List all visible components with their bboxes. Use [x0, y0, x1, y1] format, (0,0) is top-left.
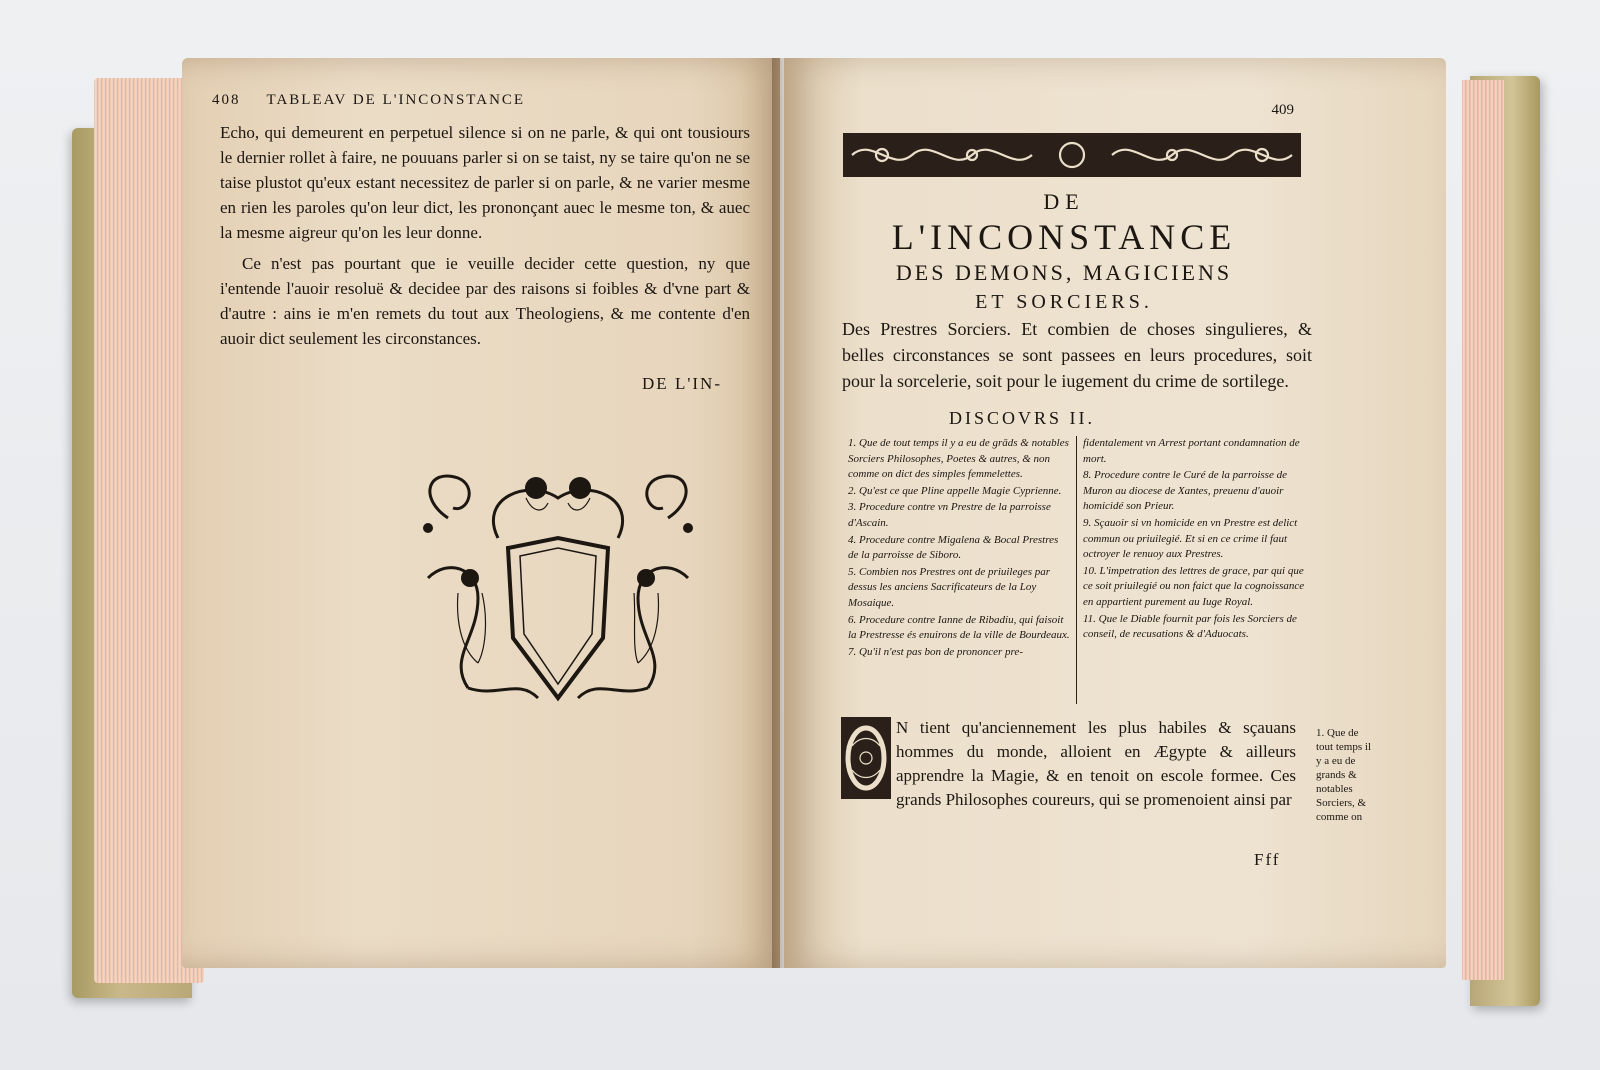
- toc-item: 8. Procedure contre le Curé de la parroisse de Muron au diocese de Xantes, preuenu d'auoir homicidé son Prieur.: [1083, 469, 1287, 513]
- margin-note: 1. Que de tout temps il y a eu de grands & notables Sorciers, & comme on: [1316, 727, 1371, 823]
- left-page-number: 408: [212, 92, 241, 108]
- toc-item: fidentalement vn Arrest portant condamnation de mort.: [1083, 437, 1300, 465]
- right-page-number: 409: [1271, 102, 1294, 118]
- running-title: TABLEAV DE L'INCONSTANCE: [266, 92, 526, 108]
- open-book: [72, 58, 1540, 1018]
- left-body-text: [220, 120, 750, 357]
- title-de: DE: [1043, 189, 1085, 214]
- drop-cap-o: [840, 716, 892, 800]
- left-paragraph: Echo, qui demeurent en perpetuel silence si on ne parle, & qui ont tousiours le dernier rollet à faire, ne pouuans parler si on se taist, ny se taire qu'on ne se taise plustot qu'eux estant necessitez de parler si on parle, & ne varier mesme en rien les paroles qu'on leur dict, les prononçant auec le mesme ton, & auec la mesme aigreur qu'on les leur donne.: [220, 123, 750, 242]
- left-running-head: [212, 92, 752, 109]
- discours-heading: DISCOVRS II.: [948, 408, 1095, 428]
- left-catchword: DE L'IN-: [642, 374, 722, 393]
- tailpiece-ornament: [408, 458, 708, 708]
- toc-item: 5. Combien nos Prestres ont de priuileges par dessus les anciens Sacrificateurs de la Loy Mosaique.: [848, 565, 1051, 609]
- title-subtitle-2: ET SORCIERS.: [975, 291, 1153, 313]
- table-of-contents: [842, 436, 1312, 704]
- headpiece-ornament: [842, 132, 1302, 178]
- signature-mark: Fff: [1254, 850, 1281, 869]
- right-body-text: N tient qu'anciennement les plus habiles & sçauans hommes du monde, alloient en Ægypte & ailleurs apprendre la Magie, & en tenoit on escole formee. Ces grands Philosophes coureurs, qui se promenoient ainsi par: [896, 718, 1296, 809]
- toc-column-left: [842, 436, 1077, 704]
- chapter-title: [824, 188, 1304, 316]
- right-page-edges: [1462, 80, 1504, 980]
- toc-item: 6. Procedure contre Ianne de Ribadiu, qui faisoit la Prestresse és enuirons de la ville de Bourdeaux.: [848, 613, 1070, 642]
- toc-item: 7. Qu'il n'est pas bon de prononcer pre-: [848, 645, 1023, 658]
- left-paragraph: Ce n'est pas pourtant que ie veuille decider cette question, ny que i'entende l'auoir resoluë & decidee par des raisons si foibles & d'vne part & d'autre : ains ie m'en remets du tout aux Theologiens, & me contente d'en auoir dict seulement les circonstances.: [220, 254, 750, 348]
- chapter-summary: Des Prestres Sorciers. Et combien de choses singulieres, & belles circonstances se sont passees en leurs procedures, soit pour la sorcelerie, soit pour le iugement du crime de sortilege.: [842, 319, 1312, 391]
- title-main: L'INCONSTANCE: [891, 217, 1237, 257]
- toc-item: 10. L'impetration des lettres de grace, par qui que ce soit priuilegié ou non faict que la cognoissance en appartient purement au Iuge Royal.: [1083, 564, 1305, 608]
- right-page: [784, 58, 1446, 968]
- toc-item: 11. Que le Diable fournit par fois les Sorciers de conseil, de recusations & d'Aduocats.: [1083, 612, 1297, 641]
- toc-item: 3. Procedure contre vn Prestre de la parroisse d'Ascain.: [848, 501, 1051, 529]
- title-subtitle: DES DEMONS, MAGICIENS: [895, 260, 1233, 285]
- toc-item: 2. Qu'est ce que Pline appelle Magie Cyprienne.: [848, 484, 1062, 497]
- toc-item: 1. Que de tout temps il y a eu de grāds & notables Sorciers Philosophes, Poetes & autres, & non comme on dict des simples femmelettes.: [848, 437, 1069, 481]
- toc-item: 4. Procedure contre Migalena & Bocal Prestres de la parroisse de Siboro.: [848, 533, 1059, 562]
- toc-column-right: [1077, 436, 1312, 704]
- left-page: [182, 58, 780, 968]
- toc-item: 9. Sçauoir si vn homicide en vn Prestre est delict commun ou priuilegié. Et si en ce crime il faut octroyer le renuoy aux Prestres.: [1083, 516, 1298, 561]
